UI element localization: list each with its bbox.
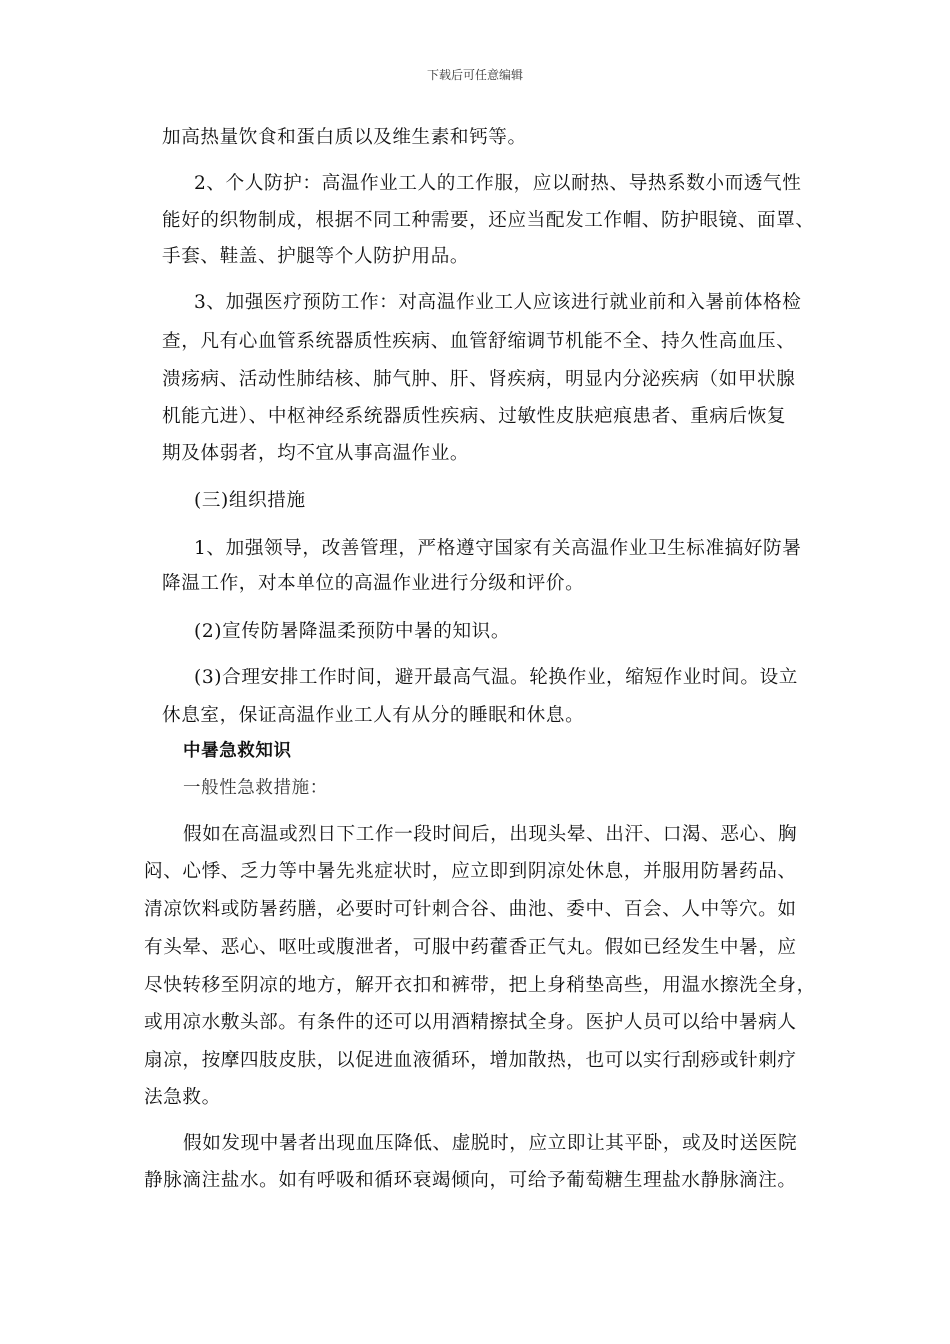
body-line: 休息室，保证高温作业工人有从分的睡眠和休息。: [162, 705, 585, 726]
body-line: 溃疡病、活动性肺结核、肺气肿、肝、肾疾病，明显内分泌疾病（如甲状腺: [162, 369, 796, 390]
body-line: 1、加强领导，改善管理，严格遵守国家有关高温作业卫生标准搞好防暑: [194, 538, 802, 559]
body-line: 或用凉水敷头部。有条件的还可以用酒精擦拭全身。医护人员可以给中暑病人: [144, 1012, 797, 1033]
body-line: 3、加强医疗预防工作：对高温作业工人应该进行就业前和入暑前体格检: [194, 292, 802, 313]
body-line: 静脉滴注盐水。如有呼吸和循环衰竭倾向，可给予葡萄糖生理盐水静脉滴注。: [144, 1170, 797, 1191]
body-line: 法急救。: [144, 1087, 221, 1108]
body-line: 有头晕、恶心、呕吐或腹泄者，可服中药藿香正气丸。假如已经发生中暑，应: [144, 937, 797, 958]
body-line: 期及体弱者，均不宜从事高温作业。: [162, 443, 470, 464]
section-heading: 中暑急救知识: [183, 741, 292, 761]
body-line: 假如发现中暑者出现血压降低、虚脱时，应立即让其平卧，或及时送医院: [183, 1133, 798, 1154]
subsection-heading: 一般性急救措施：: [183, 778, 328, 798]
body-line: 闷、心悸、乏力等中暑先兆症状时，应立即到阴凉处休息，并服用防暑药品、: [144, 861, 797, 882]
body-line: 手套、鞋盖、护腿等个人防护用品。: [162, 246, 470, 267]
body-line: (2)宣传防暑降温柔预防中暑的知识。: [194, 621, 511, 642]
body-line: 能好的织物制成，根据不同工种需要，还应当配发工作帽、防护眼镜、面罩、: [162, 210, 815, 231]
body-line: 假如在高温或烈日下工作一段时间后，出现头晕、出汗、口渴、恶心、胸: [183, 824, 798, 845]
body-line: 机能亢进）、中枢神经系统器质性疾病、过敏性皮肤疤痕患者、重病后恢复: [162, 406, 787, 427]
body-line: 尽快转移至阴凉的地方，解开衣扣和裤带，把上身稍垫高些，用温水擦洗全身，: [144, 975, 816, 996]
section-title: (三)组织措施: [194, 490, 306, 511]
body-line: 2、个人防护：高温作业工人的工作服，应以耐热、导热系数小而透气性: [194, 173, 802, 194]
body-line: 查，凡有心血管系统器质性疾病、血管舒缩调节机能不全、持久性高血压、: [162, 331, 796, 352]
body-line: 扇凉，按摩四肢皮肤，以促进血液循环，增加散热，也可以实行刮痧或针刺疗: [144, 1050, 797, 1071]
body-line: (3)合理安排工作时间，避开最高气温。轮换作业，缩短作业时间。设立: [194, 667, 798, 688]
body-line: 加高热量饮食和蛋白质以及维生素和钙等。: [162, 127, 527, 148]
body-line: 降温工作，对本单位的高温作业进行分级和评价。: [162, 573, 585, 594]
page-header: 下载后可任意编辑: [426, 68, 523, 82]
body-line: 清凉饮料或防暑药膳，必要时可针刺合谷、曲池、委中、百会、人中等穴。如: [144, 899, 797, 920]
